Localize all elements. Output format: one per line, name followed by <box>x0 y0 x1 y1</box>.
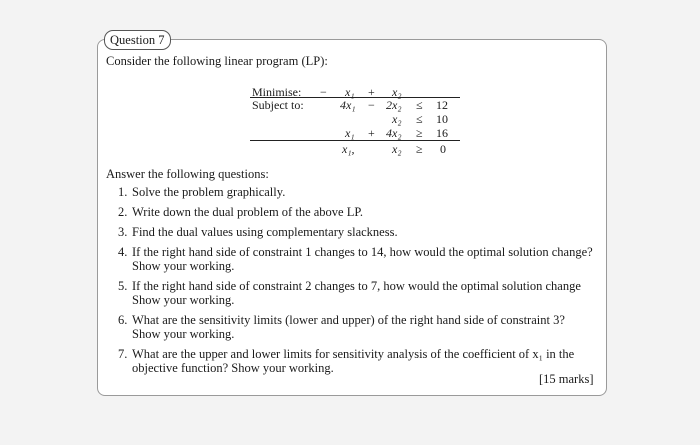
c3-rel: ≥ <box>416 126 423 140</box>
item-text: Write down the dual problem of the above LP. <box>132 205 364 219</box>
objective-plus: + <box>368 85 375 99</box>
c1-x1: 4x₁ <box>340 98 356 112</box>
c3-rhs: 16 <box>436 126 448 140</box>
answer-heading: Answer the following questions: <box>106 167 269 181</box>
c2-x2: x₂ <box>392 112 402 126</box>
intro-text: Consider the following linear program (LP): <box>106 54 328 68</box>
c3-x1: x₁ <box>345 126 355 140</box>
list-item <box>106 205 596 219</box>
bottom-rule <box>250 140 460 141</box>
item-number: 6. <box>118 313 128 327</box>
c4-rhs: 0 <box>440 142 446 156</box>
list-item <box>106 347 596 375</box>
linear-program <box>250 85 460 155</box>
c3-op: + <box>368 126 375 140</box>
question-label: Question 7 <box>104 30 171 50</box>
c1-rhs: 12 <box>436 98 448 112</box>
c2-rhs: 10 <box>436 112 448 126</box>
c4-x1: x₁, <box>342 142 355 156</box>
c2-rel: ≤ <box>416 112 423 126</box>
item-number: 1. <box>118 185 128 199</box>
item-text: If the right hand side of constraint 2 changes to 7, how would the optimal solution change Show your working. <box>132 279 581 307</box>
c1-op: − <box>368 98 375 112</box>
c4-rel: ≥ <box>416 142 423 156</box>
list-item <box>106 225 596 239</box>
constraints-label: Subject to: <box>252 98 304 112</box>
item-number: 4. <box>118 245 128 259</box>
c1-rel: ≤ <box>416 98 423 112</box>
item-number: 3. <box>118 225 128 239</box>
item-number: 5. <box>118 279 128 293</box>
c3-x2: 4x₂ <box>386 126 402 140</box>
item-text: What are the sensitivity limits (lower and upper) of the right hand side of constraint 3? Show your working. <box>132 313 565 341</box>
item-text: Find the dual values using complementary slackness. <box>132 225 398 239</box>
item-text: Solve the problem graphically. <box>132 185 286 199</box>
objective-sign: − <box>320 85 327 99</box>
c4-x2: x₂ <box>392 142 402 156</box>
list-item <box>106 279 596 307</box>
c1-x2: 2x₂ <box>386 98 402 112</box>
marks: [15 marks] <box>539 372 594 386</box>
objective-label: Minimise: <box>252 85 302 99</box>
question-list <box>106 185 596 381</box>
list-item <box>106 245 596 273</box>
objective-x2: x₂ <box>392 85 402 99</box>
item-number: 2. <box>118 205 128 219</box>
item-text: What are the upper and lower limits for sensitivity analysis of the coefficient of x₁ in the objective function? Show your working. <box>132 347 575 375</box>
list-item <box>106 313 596 341</box>
item-text: If the right hand side of constraint 1 changes to 14, how would the optimal solution change? Show your working. <box>132 245 593 273</box>
objective-x1: x₁ <box>345 85 355 99</box>
item-number: 7. <box>118 347 128 361</box>
list-item <box>106 185 596 199</box>
